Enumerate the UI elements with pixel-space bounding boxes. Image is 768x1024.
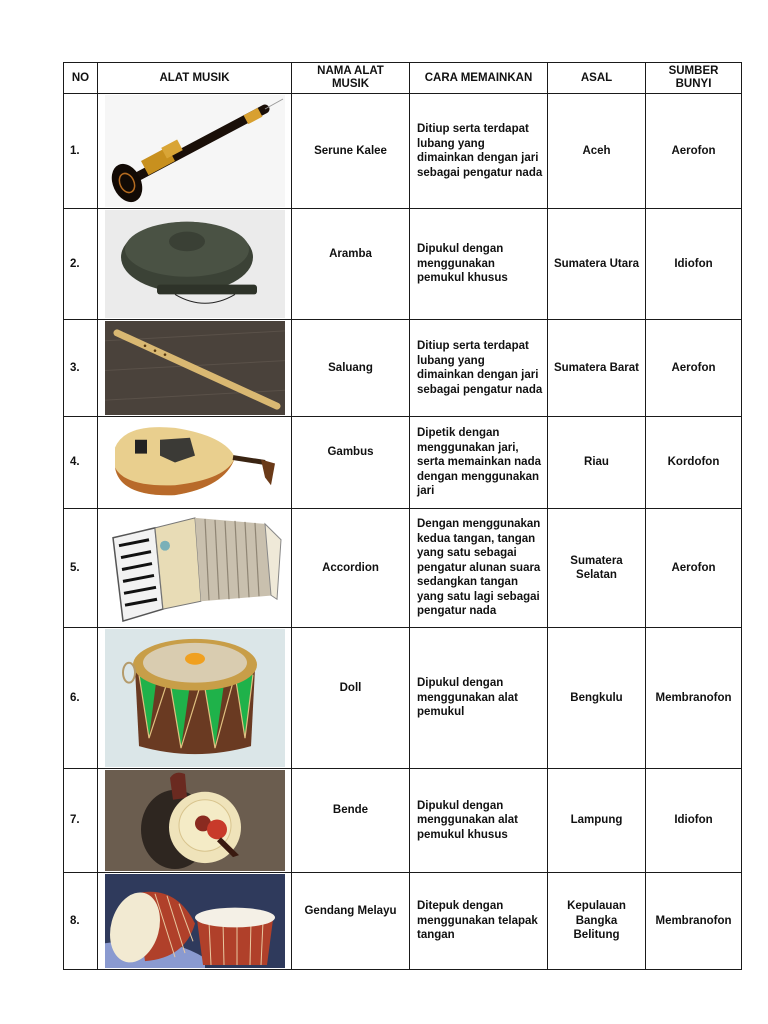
table-row <box>64 320 742 417</box>
table-row <box>64 94 742 209</box>
how-to-play: Dipukul dengan menggunakan alat pemukul khusus <box>410 769 548 873</box>
origin: Lampung <box>548 769 646 873</box>
sound-source: Aerofon <box>646 320 742 417</box>
origin: Bengkulu <box>548 628 646 769</box>
sound-source: Idiofon <box>646 209 742 320</box>
instrument-image-cell <box>98 417 292 509</box>
instrument-image-cell <box>98 509 292 628</box>
sound-source: Aerofon <box>646 509 742 628</box>
row-number: 3. <box>64 320 98 417</box>
header-sumber-bunyi: SUMBER BUNYI <box>646 63 742 94</box>
table-row <box>64 769 742 873</box>
row-number: 5. <box>64 509 98 628</box>
header-cara-memainkan: CARA MEMAINKAN <box>410 63 548 94</box>
header-asal: ASAL <box>548 63 646 94</box>
instrument-name: Doll <box>292 628 410 769</box>
how-to-play: Dipukul dengan menggunakan alat pemukul <box>410 628 548 769</box>
row-number: 7. <box>64 769 98 873</box>
how-to-play: Ditiup serta terdapat lubang yang dimainkan dengan jari sebagai pengatur nada <box>410 94 548 209</box>
table-row <box>64 628 742 769</box>
origin: Sumatera Utara <box>548 209 646 320</box>
aramba-gong-image <box>105 210 285 318</box>
how-to-play: Dipukul dengan menggunakan pemukul khusus <box>410 209 548 320</box>
accordion-image <box>105 510 285 626</box>
row-number: 6. <box>64 628 98 769</box>
origin: Kepulauan Bangka Belitung <box>548 873 646 970</box>
sound-source: Kordofon <box>646 417 742 509</box>
saluang-flute-image <box>105 321 285 415</box>
instrument-name: Serune Kalee <box>292 94 410 209</box>
sound-source: Idiofon <box>646 769 742 873</box>
instrument-name: Accordion <box>292 509 410 628</box>
origin: Sumatera Barat <box>548 320 646 417</box>
instrument-table <box>63 62 742 970</box>
sound-source: Membranofon <box>646 873 742 970</box>
header-nama-alat-musik: NAMA ALAT MUSIK <box>292 63 410 94</box>
instrument-name: Bende <box>292 769 410 873</box>
serune-kalee-image <box>105 95 285 207</box>
instrument-image-cell <box>98 209 292 320</box>
table-row <box>64 209 742 320</box>
header-alat-musik: ALAT MUSIK <box>98 63 292 94</box>
instrument-image-cell <box>98 94 292 209</box>
table-row <box>64 873 742 970</box>
instrument-name: Gendang Melayu <box>292 873 410 970</box>
how-to-play: Dengan menggunakan kedua tangan, tangan yang satu sebagai pengatur alunan suara sedangkan tangan yang satu lagi sebagai pengatur nada <box>410 509 548 628</box>
bende-gong-image <box>105 770 285 871</box>
how-to-play: Dipetik dengan menggunakan jari, serta memainkan nada dengan menggunakan jari <box>410 417 548 509</box>
origin: Aceh <box>548 94 646 209</box>
table-header-row <box>64 63 742 94</box>
instrument-name: Gambus <box>292 417 410 509</box>
table-row <box>64 509 742 628</box>
gambus-lute-image <box>105 418 285 507</box>
instrument-image-cell <box>98 873 292 970</box>
how-to-play: Ditepuk dengan menggunakan telapak tangan <box>410 873 548 970</box>
header-no: NO <box>64 63 98 94</box>
origin: Riau <box>548 417 646 509</box>
row-number: 2. <box>64 209 98 320</box>
instrument-image-cell <box>98 769 292 873</box>
origin: Sumatera Selatan <box>548 509 646 628</box>
table-row <box>64 417 742 509</box>
instrument-name: Saluang <box>292 320 410 417</box>
row-number: 8. <box>64 873 98 970</box>
doll-drum-image <box>105 629 285 767</box>
row-number: 4. <box>64 417 98 509</box>
row-number: 1. <box>64 94 98 209</box>
instrument-image-cell <box>98 320 292 417</box>
instrument-image-cell <box>98 628 292 769</box>
how-to-play: Ditiup serta terdapat lubang yang dimainkan dengan jari sebagai pengatur nada <box>410 320 548 417</box>
sound-source: Aerofon <box>646 94 742 209</box>
instrument-name: Aramba <box>292 209 410 320</box>
sound-source: Membranofon <box>646 628 742 769</box>
gendang-melayu-image <box>105 874 285 968</box>
